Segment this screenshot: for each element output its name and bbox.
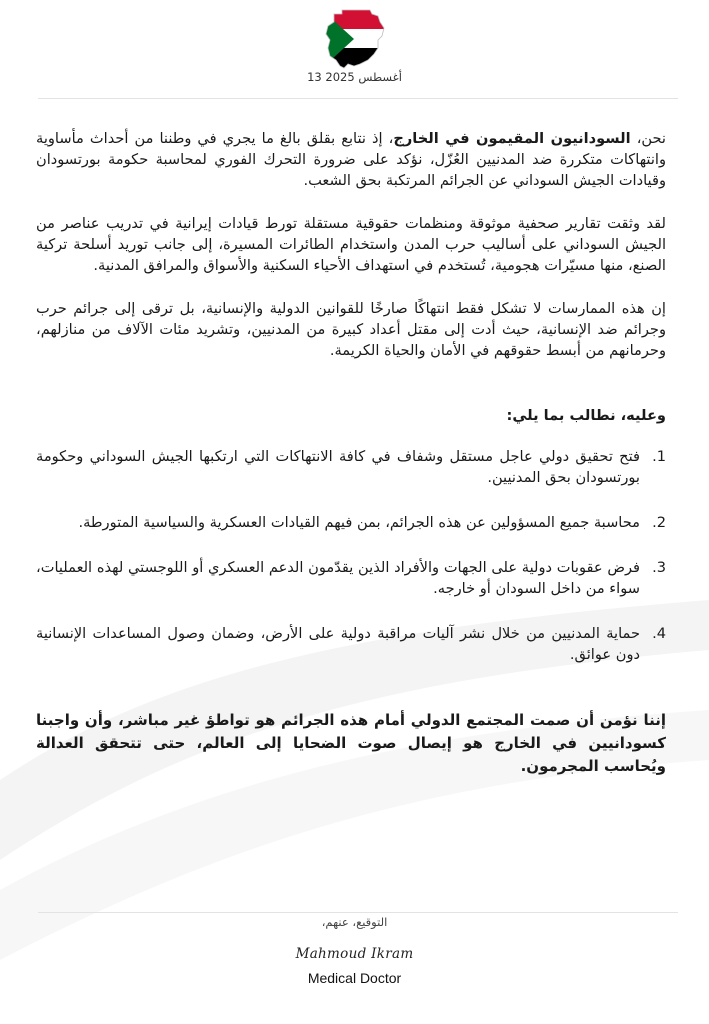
demand-item bbox=[36, 512, 666, 533]
demand-text: فتح تحقيق دولي عاجل مستقل وشفاف في كافة الانتهاكات التي ارتكبها الجيش السوداني وحكومة بورتسودان بحق المدنيين. bbox=[36, 448, 640, 486]
handwritten-signature: Mahmoud Ikram bbox=[295, 946, 414, 962]
intro-rest: ، إذ نتابع بقلق بالغ ما يجري في وطننا من أحداث مأساوية وانتهاكات متكررة ضد المدنيين العُزّل، نؤكد على ضرورة التحرك الفوري لمحاسبة حكومة بورتسودان وقيادات الجيش السوداني عن الجرائم المرتكبة بحق الشعب. bbox=[36, 130, 666, 189]
demand-number: 1. bbox=[652, 448, 666, 465]
demand-number: 3. bbox=[652, 559, 666, 576]
demand-item bbox=[36, 557, 666, 599]
evidence-paragraph: لقد وثقت تقارير صحفية موثوقة ومنظمات حقوقية مستقلة تورط قيادات إيرانية في تدريب عناصر من الجيش السوداني على أساليب حرب المدن واستخدام الطائرات المسيرة، إلى جانب توريد أسلحة تركية الصنع، منها مسيّرات هجومية، تُستخدم في استهداف الأحياء السكنية والأسواق والمرافق المدنية. bbox=[36, 215, 666, 274]
sudan-flag-map-icon bbox=[320, 8, 390, 70]
demand-number: 2. bbox=[652, 514, 666, 531]
statement-body bbox=[36, 128, 666, 778]
intro-emphasis: السودانيون المقيمون في الخارج bbox=[393, 130, 631, 147]
demands-heading: وعليه، نطالب بما يلي: bbox=[506, 407, 666, 424]
signer-title: Medical Doctor bbox=[307, 970, 402, 986]
intro-paragraph bbox=[36, 128, 666, 191]
footer-divider bbox=[38, 912, 678, 913]
demand-text: حماية المدنيين من خلال نشر آليات مراقبة دولية على الأرض، وضمان وصول المساعدات الإنسانية دون عوائق. bbox=[36, 625, 640, 663]
header-divider bbox=[38, 98, 678, 99]
statement-date: 13 أغسطس 2025 bbox=[307, 70, 402, 84]
demand-item bbox=[36, 446, 666, 488]
intro-lead: نحن، bbox=[630, 130, 666, 147]
demand-item bbox=[36, 623, 666, 665]
demand-number: 4. bbox=[652, 625, 666, 642]
demand-text: محاسبة جميع المسؤولين عن هذه الجرائم، بمن فيهم القيادات العسكرية والسياسية المتورطة. bbox=[78, 514, 640, 531]
demands-list bbox=[36, 446, 666, 665]
demand-text: فرض عقوبات دولية على الجهات والأفراد الذين يقدّمون الدعم العسكري أو اللوجستي لهذه العمليات، سواء من داخل السودان أو خارجه. bbox=[36, 559, 640, 597]
violations-paragraph: إن هذه الممارسات لا تشكل فقط انتهاكًا صارخًا للقوانين الدولية والإنسانية، بل ترقى إلى جرائم حرب وجرائم ضد الإنسانية، حيث أدت إلى مقتل أعداد كبيرة من المدنيين، وتشريد مئات الآلاف من منازلهم، وحرمانهم من أبسط حقوقهم في الأمان والحياة الكريمة. bbox=[36, 300, 666, 359]
signature-label: التوقيع، عنهم، bbox=[321, 915, 388, 929]
closing-statement: إننا نؤمن أن صمت المجتمع الدولي أمام هذه الجرائم هو تواطؤ غير مباشر، وأن واجبنا كسودانيين في الخارج هو إيصال صوت الضحايا إلى العالم، حتى تتحقق العدالة ويُحاسب المجرمون. bbox=[36, 711, 666, 775]
